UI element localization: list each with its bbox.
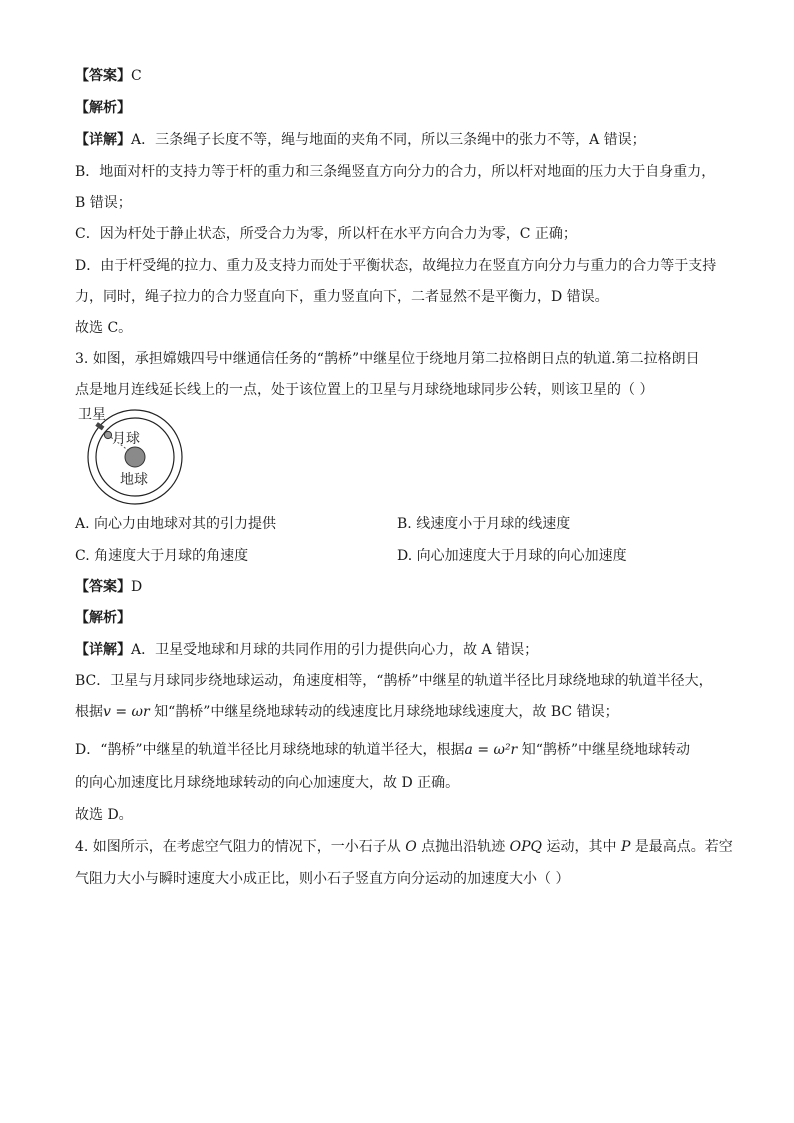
q2-conclusion: 故选 C。 bbox=[75, 320, 133, 336]
option-b: B. 线速度小于月球的线速度 bbox=[397, 516, 571, 532]
q4-stem-1-mid2: 运动，其中 bbox=[542, 839, 621, 855]
q3-line-d1-pre: D．“鹊桥”中继星的轨道半径比月球绕地球的轨道半径大，根据 bbox=[75, 742, 465, 758]
answer-value: C bbox=[131, 68, 142, 84]
q3-answer bbox=[75, 577, 142, 597]
q2-line-b1: B．地面对杆的支持力等于杆的重力和三条绳竖直方向分力的合力，所以杆对地面的压力大于自身重力， bbox=[75, 164, 716, 180]
orbit-diagram bbox=[72, 402, 192, 508]
q3-line-bc2-post: 知“鹊桥”中继星绕地球转动的线速度比月球绕地球线速度大，故 BC 错误； bbox=[149, 704, 619, 720]
q2-line-d1: D．由于杆受绳的拉力、重力及支持力而处于平衡状态，故绳拉力在竖直方向分力与重力的合力等于支持 bbox=[75, 258, 717, 274]
q4-stem-1-mid: 点抛出沿轨迹 bbox=[416, 839, 510, 855]
q3-line-bc1: BC．卫星与月球同步绕地球运动，角速度相等，“鹊桥”中继星的轨道半径比月球绕地球的轨道半径大， bbox=[75, 673, 713, 689]
q3-line-bc2 bbox=[75, 702, 619, 722]
q4-stem-2: 气阻力大小与瞬时速度大小成正比，则小石子竖直方向分运动的加速度大小（ ） bbox=[75, 871, 570, 887]
q3-detail-a bbox=[75, 640, 538, 660]
point-p: P bbox=[620, 839, 631, 855]
path-opq: OPQ bbox=[509, 839, 543, 855]
q2-analysis-tag: 【解析】 bbox=[75, 100, 131, 116]
earth-label: 地球 bbox=[120, 472, 148, 488]
q2-detail-a bbox=[75, 130, 646, 150]
detail-tag: 【详解】 bbox=[75, 642, 131, 658]
answer-value: D bbox=[131, 579, 143, 595]
formula-v-omega-r: v = ωr bbox=[103, 704, 150, 720]
q4-stem-1-pre: 4. 如图所示，在考虑空气阻力的情况下，一小石子从 bbox=[75, 839, 406, 855]
q2-line-c: C．因为杆处于静止状态，所受合力为零，所以杆在水平方向合力为零，C 正确； bbox=[75, 226, 577, 242]
moon-label: 月球 bbox=[112, 431, 140, 447]
q3-analysis-tag: 【解析】 bbox=[75, 610, 131, 626]
answer-tag: 【答案】 bbox=[75, 579, 131, 595]
q3-line-bc2-pre: 根据 bbox=[75, 704, 103, 720]
q2-line-b2: B 错误； bbox=[75, 195, 132, 211]
q4-stem-1 bbox=[75, 837, 733, 857]
option-c: C. 角速度大于月球的角速度 bbox=[75, 548, 249, 564]
q3-stem-2: 点是地月连线延长线上的一点，处于该位置上的卫星与月球绕地球同步公转，则该卫星的（ ） bbox=[75, 382, 654, 398]
moon-dot bbox=[104, 431, 111, 438]
satellite-label: 卫星 bbox=[78, 407, 106, 423]
q3-line-d1 bbox=[75, 740, 690, 760]
q3-line-d2: 的向心加速度比月球绕地球转动的向心加速度大，故 D 正确。 bbox=[75, 775, 460, 791]
q3-conclusion: 故选 D。 bbox=[75, 807, 133, 823]
q3-line-d1-post: 知“鹊桥”中继星绕地球转动 bbox=[517, 742, 691, 758]
detail-tag: 【详解】 bbox=[75, 132, 131, 148]
q2-line-a: A．三条绳子长度不等，绳与地面的夹角不同，所以三条绳中的张力不等，A 错误； bbox=[131, 132, 646, 148]
answer-tag: 【答案】 bbox=[75, 68, 131, 84]
option-a: A. 向心力由地球对其的引力提供 bbox=[75, 516, 277, 532]
point-o: O bbox=[405, 839, 417, 855]
q2-line-d2: 力，同时，绳子拉力的合力竖直向下，重力竖直向下，二者显然不是平衡力，D 错误。 bbox=[75, 289, 609, 305]
q3-line-a: A．卫星受地球和月球的共同作用的引力提供向心力，故 A 错误； bbox=[131, 642, 539, 658]
q3-stem-1: 3. 如图，承担嫦娥四号中继通信任务的“鹊桥”中继星位于绕地月第二拉格朗日点的轨道.第二拉格朗日 bbox=[75, 351, 700, 367]
option-d: D. 向心加速度大于月球的向心加速度 bbox=[397, 548, 627, 564]
q2-answer bbox=[75, 66, 142, 86]
q4-stem-1-post: 是最高点。若空 bbox=[630, 839, 733, 855]
formula-a-omega2-r: a = ω²r bbox=[464, 742, 518, 758]
